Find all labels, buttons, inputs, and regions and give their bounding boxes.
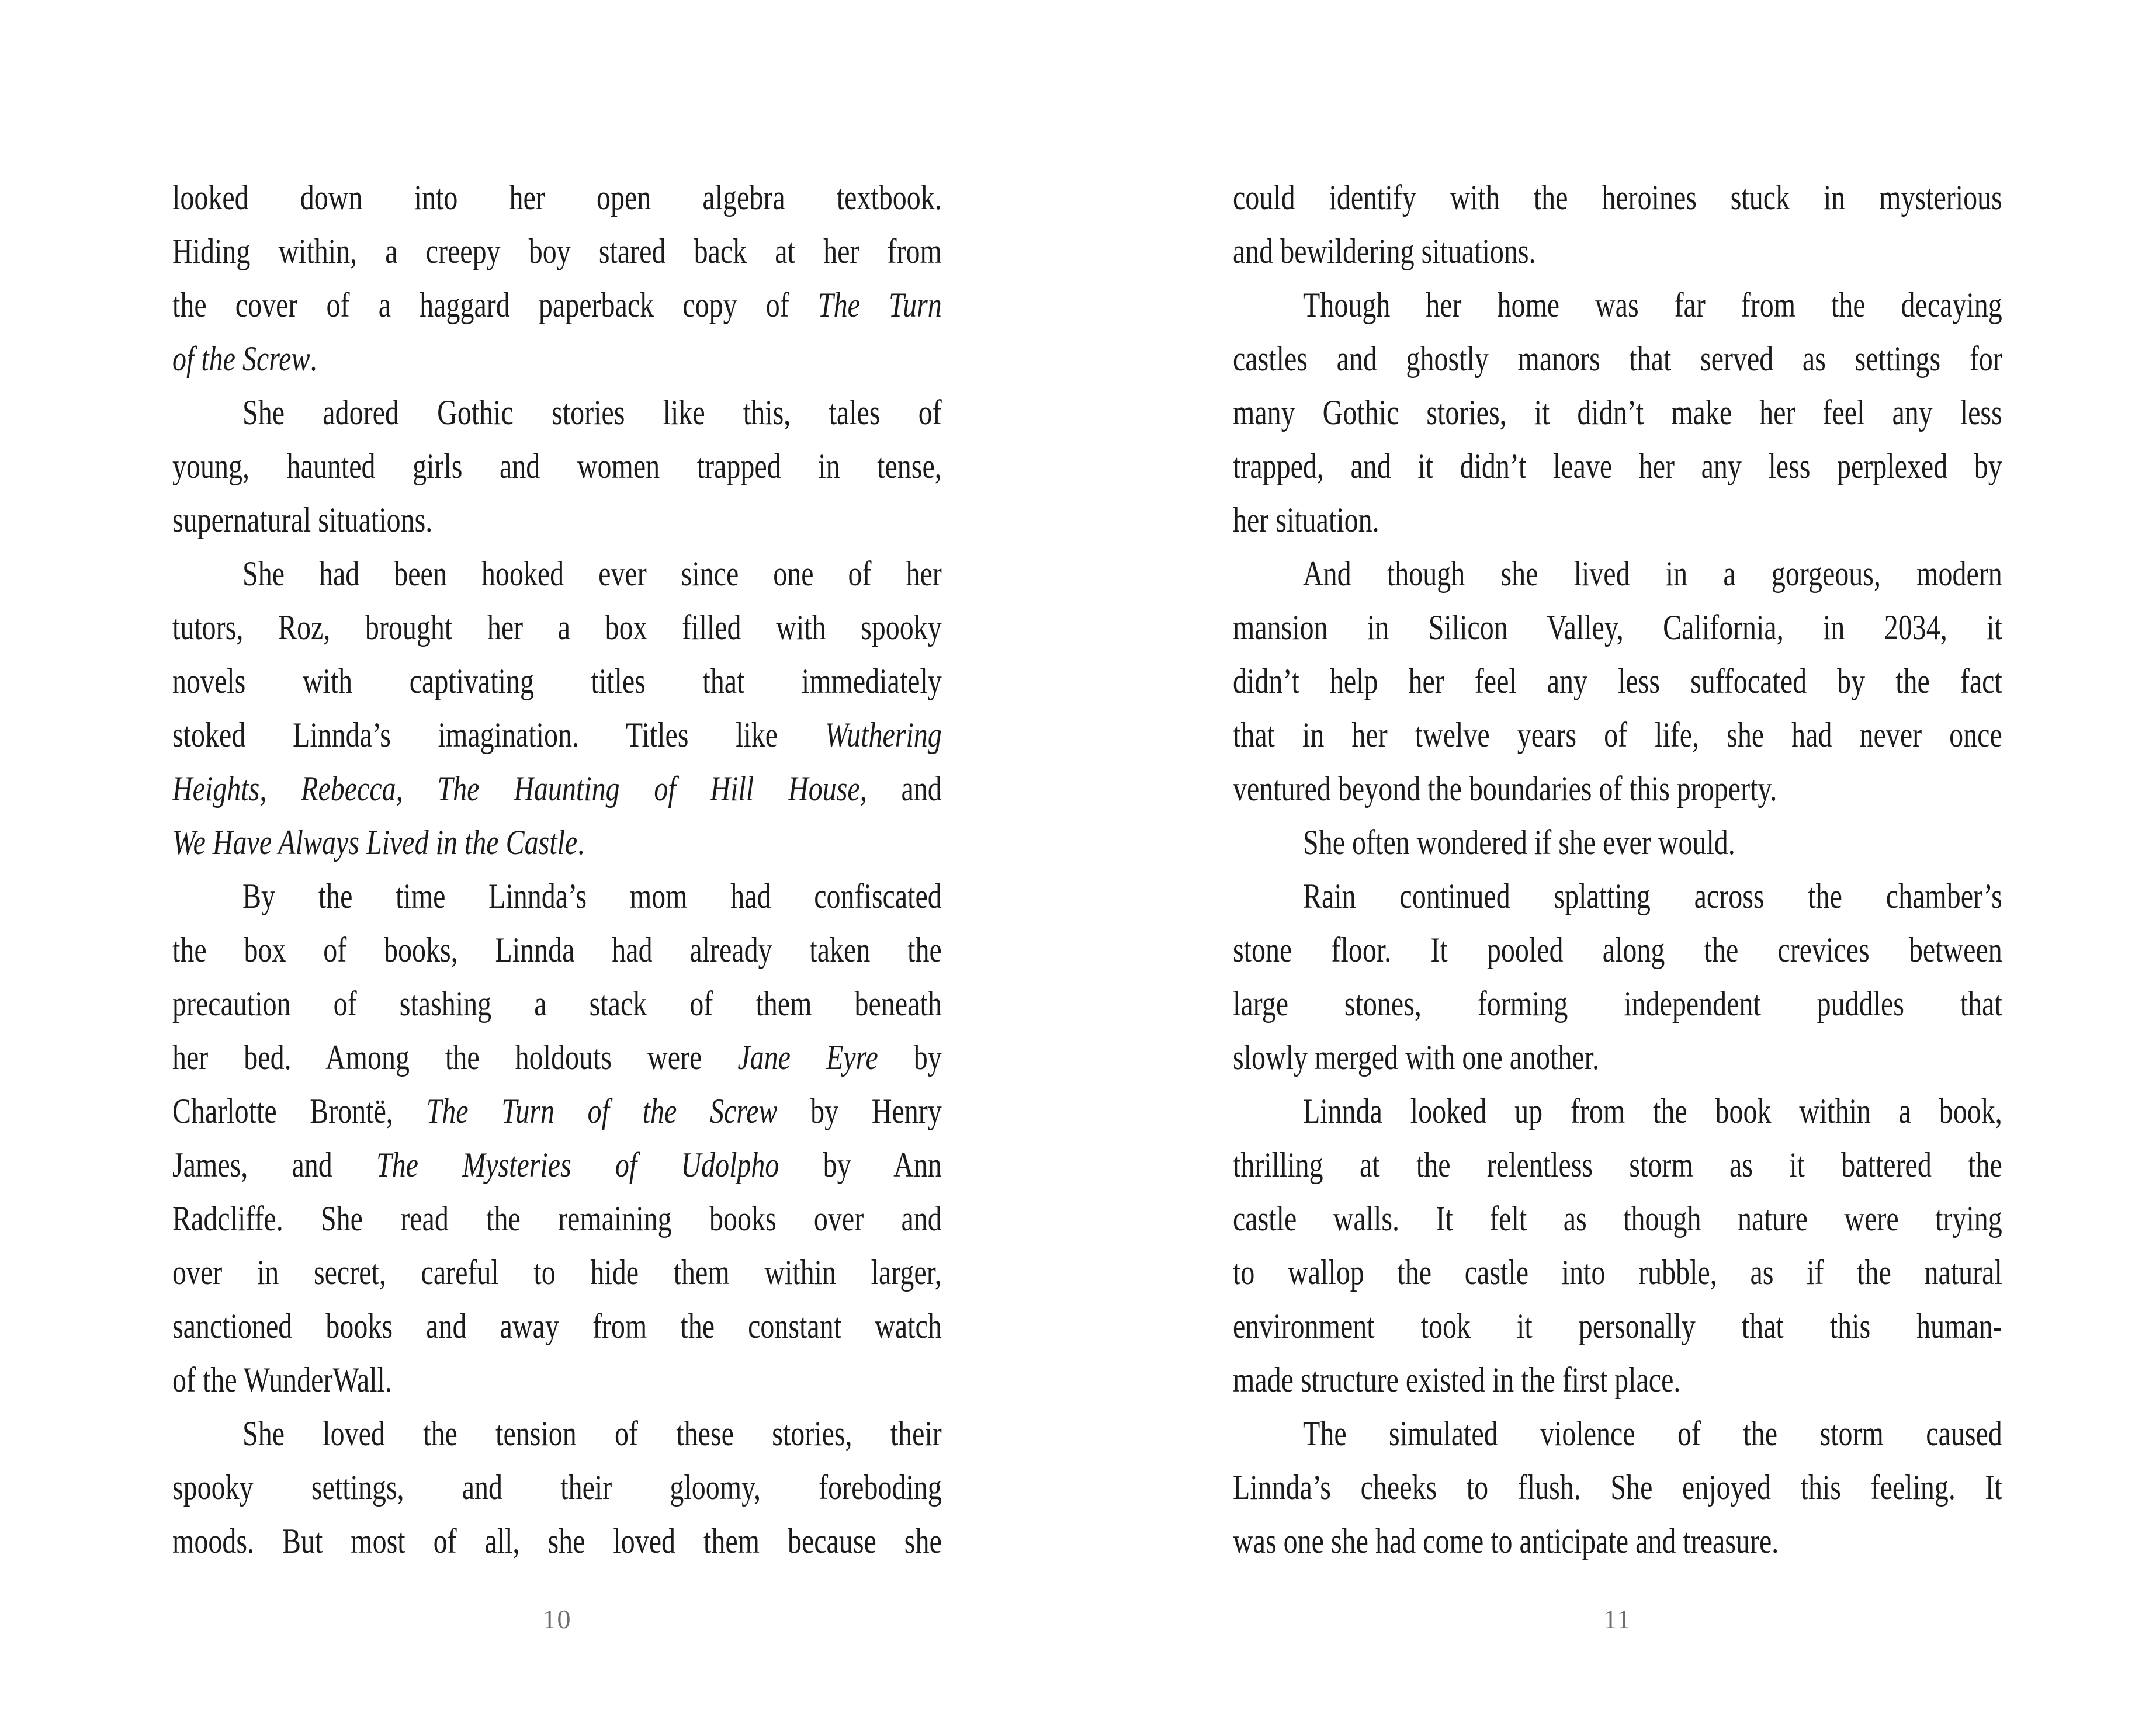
text-line [1233, 654, 2002, 708]
text-line [1233, 708, 2002, 762]
body-text: environment took it personally that this human- [1233, 1307, 2002, 1345]
body-text: by Henry [777, 1092, 942, 1130]
body-text: her bed. Among the holdouts were [172, 1038, 738, 1077]
book-title-italic: Wuthering [824, 716, 942, 754]
body-text: many Gothic stories, it didn’t make her feel any less [1233, 393, 2002, 432]
book-title-italic: The Mysteries of Udolpho [376, 1146, 779, 1184]
body-text: slowly merged with one another. [1233, 1038, 1599, 1077]
page-left-text [172, 171, 942, 1568]
text-line [1233, 1353, 2002, 1407]
body-text: trapped, and it didn’t leave her any less perplexed by [1233, 447, 2002, 485]
body-text: to wallop the castle into rubble, as if the natural [1233, 1253, 2002, 1292]
body-text: young, haunted girls and women trapped in tense, [172, 447, 942, 485]
text-line [172, 1030, 942, 1084]
text-line [172, 977, 942, 1030]
text-line [172, 224, 942, 278]
body-text: Radcliffe. She read the remaining books over and [172, 1199, 942, 1238]
body-text: made structure existed in the first place. [1233, 1361, 1681, 1399]
text-line [1233, 923, 2002, 977]
body-text: the cover of a haggard paperback copy of [172, 286, 818, 324]
book-title-italic: The Turn [817, 286, 942, 324]
body-text: James, and [172, 1146, 376, 1184]
text-line [172, 1353, 942, 1407]
body-text: Linnda looked up from the book within a book, [1303, 1092, 2002, 1130]
book-title-italic: Heights, Rebecca, The Haunting of Hill House, [172, 769, 867, 808]
body-text: the box of books, Linnda had already taken the [172, 931, 942, 969]
body-text: spooky settings, and their gloomy, foreboding [172, 1468, 942, 1507]
text-line [172, 601, 942, 654]
text-line [1233, 977, 2002, 1030]
text-line [1233, 762, 2002, 816]
body-text: castles and ghostly manors that served as settings for [1233, 339, 2002, 378]
text-line [172, 171, 942, 224]
body-text: by Ann [779, 1146, 942, 1184]
body-text: castle walls. It felt as though nature were trying [1233, 1199, 2002, 1238]
body-text: sanctioned books and away from the constant watch [172, 1307, 942, 1345]
text-line [1233, 171, 2002, 224]
text-line [172, 1460, 942, 1514]
body-text: She often wondered if she ever would. [1303, 823, 1735, 862]
body-text: moods. But most of all, she loved them because she [172, 1522, 942, 1560]
text-line [172, 1192, 942, 1245]
body-text: by [878, 1038, 942, 1077]
text-line [1233, 1460, 2002, 1514]
body-text: was one she had come to anticipate and treasure. [1233, 1522, 1779, 1560]
book-title-italic: The Turn of the Screw [426, 1092, 778, 1130]
text-line [1233, 547, 2002, 601]
page-right [1078, 0, 2156, 1735]
text-line [1233, 869, 2002, 923]
body-text: and [866, 769, 942, 808]
text-line [172, 762, 942, 816]
body-text: novels with captivating titles that immediately [172, 662, 942, 700]
body-text: She had been hooked ever since one of her [242, 554, 942, 593]
body-text: looked down into her open algebra textbook. [172, 178, 942, 217]
body-text: supernatural situations. [172, 501, 433, 539]
body-text: large stones, forming independent puddles that [1233, 984, 2002, 1023]
body-text: The simulated violence of the storm caused [1303, 1414, 2002, 1453]
book-title-italic: of the Screw [172, 339, 310, 378]
body-text: over in secret, careful to hide them within larger, [172, 1253, 942, 1292]
text-line [172, 816, 942, 869]
text-line [1233, 1407, 2002, 1460]
body-text: . [577, 823, 585, 862]
body-text: Linnda’s cheeks to flush. She enjoyed this feeling. It [1233, 1468, 2002, 1507]
text-line [1233, 493, 2002, 547]
body-text: And though she lived in a gorgeous, modern [1303, 554, 2002, 593]
text-line [1233, 601, 2002, 654]
body-text: stone floor. It pooled along the crevices between [1233, 931, 2002, 969]
text-line [1233, 1514, 2002, 1568]
body-text: thrilling at the relentless storm as it battered the [1233, 1146, 2002, 1184]
book-title-italic: We Have Always Lived in the Castle [172, 823, 578, 862]
book-title-italic: Jane Eyre [737, 1038, 878, 1077]
body-text: tutors, Roz, brought her a box filled with spooky [172, 608, 942, 647]
body-text: her situation. [1233, 501, 1379, 539]
page-number: 11 [1603, 1604, 1632, 1634]
text-line [172, 1514, 942, 1568]
body-text: She loved the tension of these stories, their [242, 1414, 942, 1453]
text-line [172, 386, 942, 439]
text-line [1233, 1030, 2002, 1084]
body-text: . [310, 339, 317, 378]
page-number: 10 [542, 1604, 572, 1634]
body-text: could identify with the heroines stuck in mysterious [1233, 178, 2002, 217]
text-line [1233, 1245, 2002, 1299]
text-line [172, 1138, 942, 1192]
text-line [1233, 439, 2002, 493]
text-line [1233, 224, 2002, 278]
text-line [1233, 1084, 2002, 1138]
body-text: stoked Linnda’s imagination. Titles like [172, 716, 825, 754]
text-line [172, 439, 942, 493]
body-text: Though her home was far from the decaying [1303, 286, 2002, 324]
text-line [1233, 332, 2002, 386]
text-line [1233, 1138, 2002, 1192]
text-line [172, 547, 942, 601]
text-line [1233, 386, 2002, 439]
body-text: of the WunderWall. [172, 1361, 392, 1399]
body-text: and bewildering situations. [1233, 232, 1536, 270]
body-text: Hiding within, a creepy boy stared back at her from [172, 232, 942, 270]
text-line [1233, 278, 2002, 332]
text-line [1233, 1192, 2002, 1245]
text-line [172, 1299, 942, 1353]
text-line [172, 869, 942, 923]
body-text: She adored Gothic stories like this, tales of [242, 393, 942, 432]
text-line [172, 1084, 942, 1138]
text-line [172, 332, 942, 386]
body-text: Rain continued splatting across the chamber’s [1303, 877, 2002, 915]
body-text: didn’t help her feel any less suffocated by the fact [1233, 662, 2002, 700]
page-right-text [1233, 171, 2002, 1568]
body-text: mansion in Silicon Valley, California, in 2034, it [1233, 608, 2002, 647]
body-text: ventured beyond the boundaries of this property. [1233, 769, 1777, 808]
text-line [172, 493, 942, 547]
text-line [172, 654, 942, 708]
text-line [1233, 816, 2002, 869]
text-line [172, 278, 942, 332]
text-line [172, 708, 942, 762]
body-text: By the time Linnda’s mom had confiscated [242, 877, 942, 915]
text-line [172, 923, 942, 977]
text-line [172, 1407, 942, 1460]
text-line [1233, 1299, 2002, 1353]
body-text: Charlotte Brontë, [172, 1092, 427, 1130]
body-text: precaution of stashing a stack of them beneath [172, 984, 942, 1023]
body-text: that in her twelve years of life, she had never once [1233, 716, 2002, 754]
text-line [172, 1245, 942, 1299]
